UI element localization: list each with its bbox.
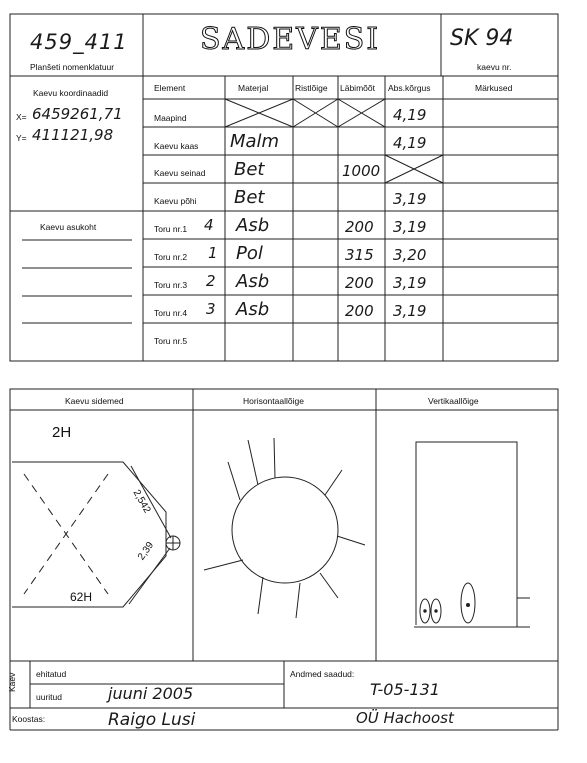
row-element: Toru nr.3 <box>154 280 188 290</box>
row-abs-height: 4,19 <box>393 106 427 124</box>
sketch-label-bottom: 62H <box>70 590 93 604</box>
vertical-section-drawing <box>414 442 530 627</box>
nomenclature-label: Planšeti nomenklatuur <box>30 62 115 72</box>
row-material: Bet <box>234 159 265 180</box>
row-abs-height: 3,20 <box>393 246 427 264</box>
sketch-dimension-2: 2,39 <box>136 540 157 563</box>
nomenclature-value: 459_411 <box>30 30 128 54</box>
row-pipe-number: 3 <box>206 300 216 318</box>
row-material: Bet <box>234 187 265 208</box>
row-diameter: 1000 <box>342 162 381 180</box>
company-value: OÜ Hachoost <box>356 709 454 727</box>
row-material: Asb <box>236 299 270 320</box>
col-header-abs-height: Abs.kõrgus <box>388 83 431 93</box>
surveyed-value: juuni 2005 <box>108 684 194 703</box>
section-vertical-title: Vertikaallõige <box>428 396 479 406</box>
row-abs-height: 3,19 <box>393 218 427 236</box>
row-element: Maapind <box>154 113 187 123</box>
row-material: Asb <box>236 215 270 236</box>
data-source-value: T-05-131 <box>370 680 440 699</box>
compiled-value: Raigo Lusi <box>108 710 196 730</box>
row-element: Kaevu seinad <box>154 168 206 178</box>
row-pipe-number: 2 <box>206 272 216 290</box>
page-title: SADEVESI <box>200 22 381 57</box>
coords-label: Kaevu koordinaadid <box>33 88 109 98</box>
x-coordinate: 6459261,71 <box>32 105 123 123</box>
built-label: ehitatud <box>36 669 67 679</box>
row-material: Asb <box>236 271 270 292</box>
col-header-cross-section: Ristlõige <box>295 83 328 93</box>
row-element: Kaevu põhi <box>154 196 197 206</box>
ties-sketch <box>12 462 180 607</box>
row-abs-height: 3,19 <box>393 190 427 208</box>
sketch-dimension-1: 2,542 <box>130 488 153 516</box>
location-label: Kaevu asukoht <box>40 222 97 232</box>
sketch-label-top: 2H <box>52 424 72 441</box>
row-abs-height: 3,19 <box>393 274 427 292</box>
section-ties-title: Kaevu sidemed <box>65 396 124 406</box>
horizontal-section-drawing <box>204 438 365 618</box>
row-diameter: 200 <box>345 218 374 236</box>
col-header-diameter: Läbimõõt <box>340 83 375 93</box>
y-prefix: Y= <box>16 133 27 143</box>
col-header-material: Materjal <box>238 83 269 93</box>
section-horizontal-title: Horisontaallõige <box>243 396 304 406</box>
row-abs-height: 3,19 <box>393 302 427 320</box>
row-diameter: 315 <box>345 246 374 264</box>
row-element: Toru nr.4 <box>154 308 188 318</box>
row-pipe-number: 1 <box>208 244 218 262</box>
row-abs-height: 4,19 <box>393 134 427 152</box>
row-material: Pol <box>236 243 263 264</box>
col-header-notes: Märkused <box>475 83 513 93</box>
row-material: Malm <box>230 131 280 152</box>
row-pipe-number: 4 <box>204 216 214 234</box>
well-number-label: kaevu nr. <box>477 62 512 72</box>
compiled-label: Koostas: <box>12 714 46 724</box>
row-element: Toru nr.1 <box>154 224 188 234</box>
row-element: Toru nr.2 <box>154 252 188 262</box>
well-number-value: SK 94 <box>450 26 514 51</box>
x-prefix: X= <box>16 112 27 122</box>
surveyed-label: uuritud <box>36 692 62 702</box>
row-element: Kaevu kaas <box>154 141 199 151</box>
data-source-label: Andmed saadud: <box>290 669 355 679</box>
y-coordinate: 411121,98 <box>32 126 114 144</box>
row-diameter: 200 <box>345 302 374 320</box>
row-element: Toru nr.5 <box>154 336 188 346</box>
col-header-element: Element <box>154 83 186 93</box>
footer-side-label: Kaev <box>7 672 17 692</box>
row-diameter: 200 <box>345 274 374 292</box>
